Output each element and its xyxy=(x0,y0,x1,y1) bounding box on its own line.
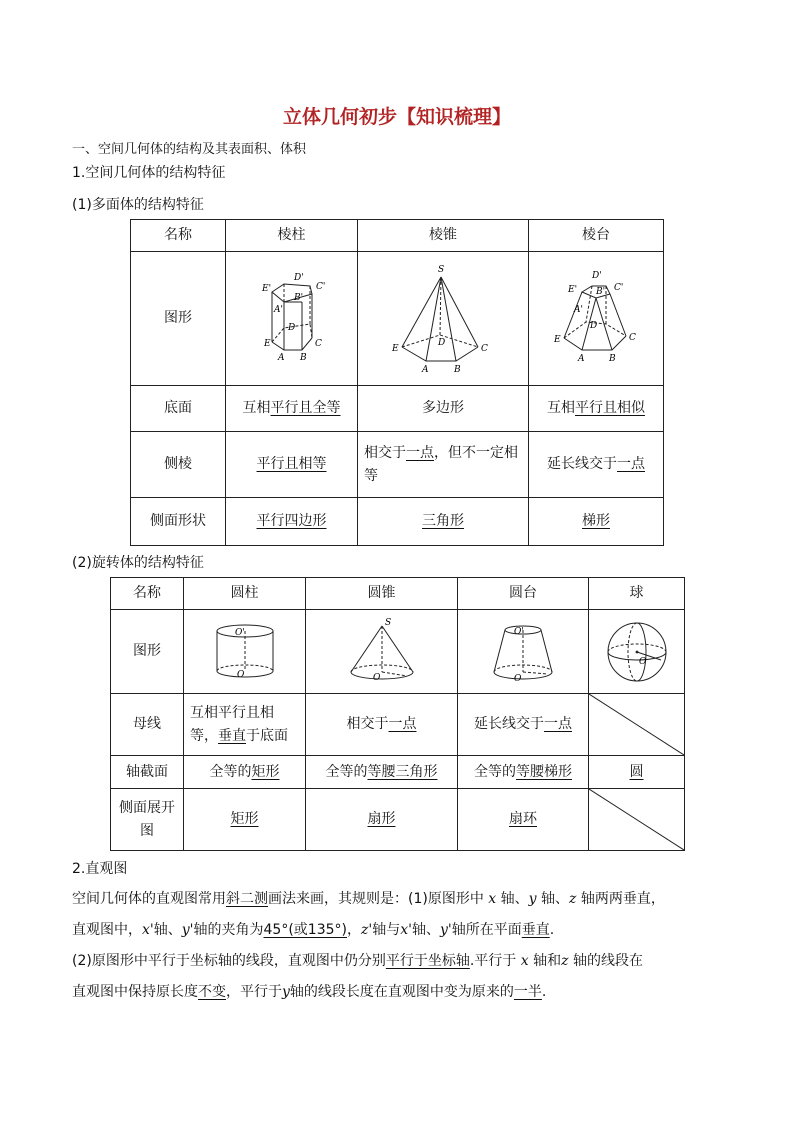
frustum-figure xyxy=(546,264,646,374)
prism-label-a: A xyxy=(277,352,284,363)
row-label-face: 侧面形状 xyxy=(131,498,226,546)
rot-header-cylinder: 圆柱 xyxy=(184,578,306,610)
pyramid-label-d: D xyxy=(438,337,446,348)
prism-label-a1: A' xyxy=(273,304,283,315)
frustum-label-c: C xyxy=(629,332,636,343)
frustum-base: 互相平行且相似 xyxy=(529,386,664,432)
sphere-figure xyxy=(599,616,675,688)
frustum-figure-cell xyxy=(529,252,664,386)
frustum-face: 梯形 xyxy=(529,498,664,546)
cone-axial: 全等的等腰三角形 xyxy=(306,756,458,789)
prism-face: 平行四边形 xyxy=(226,498,358,546)
pyramid-label-c: C xyxy=(481,343,488,354)
sphere-axial: 圆 xyxy=(589,756,685,789)
polyhedron-table xyxy=(130,219,664,546)
pyramid-face: 三角形 xyxy=(358,498,529,546)
header-name: 名称 xyxy=(131,220,226,252)
row-label-figure: 图形 xyxy=(131,252,226,386)
cone-figure xyxy=(337,616,427,688)
subheading-polyhedron: (1)多面体的结构特征 xyxy=(72,197,204,213)
diagonal-line xyxy=(589,694,684,755)
rot-frustum-figure xyxy=(478,616,568,688)
rot-header-sphere: 球 xyxy=(589,578,685,610)
prism-label-b: B xyxy=(299,352,307,363)
rotation-table xyxy=(110,577,685,851)
cylinder-label-o1: O' xyxy=(234,627,245,638)
cone-unfold: 扇形 xyxy=(306,789,458,851)
prism-label-d: D xyxy=(287,322,295,333)
rot-row-label-figure: 图形 xyxy=(111,610,184,694)
frustum-label-e1: E' xyxy=(568,284,578,295)
sphere-label-o: O xyxy=(638,656,646,667)
pyramid-label-e: E xyxy=(392,343,399,354)
page-title: 立体几何初步【知识梳理】 xyxy=(282,106,511,128)
frustum-label-a: A xyxy=(578,353,585,364)
frustum-label-a1: A' xyxy=(574,304,583,315)
pyramid-figure xyxy=(388,259,498,379)
subheading-rotation: (2)旋转体的结构特征 xyxy=(72,555,204,571)
row-label-edge: 侧棱 xyxy=(131,432,226,498)
section-heading: 一、空间几何体的结构及其表面积、体积 xyxy=(72,142,307,157)
rot-row-label-axial: 轴截面 xyxy=(111,756,184,789)
pyramid-figure-cell xyxy=(358,252,529,386)
header-prism: 棱柱 xyxy=(226,220,358,252)
subheading-intuitive: 2.直观图 xyxy=(72,861,128,877)
pyramid-label-a: A xyxy=(422,364,429,375)
frustum-generatrix: 延长线交于一点 xyxy=(458,694,589,756)
rot-row-label-unfold: 侧面展开图 xyxy=(111,789,184,851)
cylinder-figure-cell xyxy=(184,610,306,694)
frustum-axial: 全等的等腰梯形 xyxy=(458,756,589,789)
frustum-label-c1: C' xyxy=(614,282,624,293)
prism-label-d1: D' xyxy=(293,272,304,283)
diagonal-line xyxy=(589,789,684,850)
rot-header-frustum: 圆台 xyxy=(458,578,589,610)
row-label-base: 底面 xyxy=(131,386,226,432)
header-frustum: 棱台 xyxy=(529,220,664,252)
sphere-generatrix-empty xyxy=(589,694,685,756)
prism-base: 互相平行且全等 xyxy=(226,386,358,432)
header-pyramid: 棱锥 xyxy=(358,220,529,252)
prism-edge: 平行且相等 xyxy=(226,432,358,498)
prism-figure-cell xyxy=(226,252,358,386)
rot-row-label-generatrix: 母线 xyxy=(111,694,184,756)
frustum-label-d1: D' xyxy=(592,270,602,281)
rot-header-cone: 圆锥 xyxy=(306,578,458,610)
cone-label-o: O xyxy=(372,672,380,683)
cylinder-generatrix: 互相平行且相等，垂直于底面 xyxy=(184,694,306,756)
sphere-unfold-empty xyxy=(589,789,685,851)
pyramid-label-b: B xyxy=(454,364,461,375)
prism-figure xyxy=(242,264,342,374)
prism-label-c1: C' xyxy=(315,281,325,292)
cylinder-label-o: O xyxy=(236,669,244,680)
subheading-structure: 1.空间几何体的结构特征 xyxy=(72,165,226,181)
cone-generatrix: 相交于一点 xyxy=(306,694,458,756)
pyramid-label-s: S xyxy=(438,264,445,275)
sphere-figure-cell xyxy=(589,610,685,694)
paragraph-rule-2: (2)原图形中平行于坐标轴的线段，直观图中仍分别平行于坐标轴.平行于 x 轴和z 轴的线段在 直观图中保持原长度不变，平行于y轴的线段长度在直观图中变为原来的一半. xyxy=(72,953,643,1000)
cylinder-axial: 全等的矩形 xyxy=(184,756,306,789)
frustum-edge: 延长线交于一点 xyxy=(529,432,664,498)
frustum-label-b: B xyxy=(609,353,616,364)
prism-label-c: C xyxy=(314,338,322,349)
frustum-label-e: E xyxy=(554,334,561,345)
paragraph-rule-1: 空间几何体的直观图常用斜二测画法来画，其规则是：(1)原图形中 x 轴、y 轴、z 轴两两垂直， 直观图中，x'轴、y'轴的夹角为45°(或135°)，z'轴与x'轴、y'轴所在平面垂直. xyxy=(72,891,665,938)
rot-frustum-label-o1: O' xyxy=(514,626,524,637)
frustum-unfold: 扇环 xyxy=(458,789,589,851)
pyramid-edge: 相交于一点，但不一定相等 xyxy=(358,432,529,498)
cylinder-figure xyxy=(205,617,285,687)
cone-figure-cell xyxy=(306,610,458,694)
prism-label-b1: B' xyxy=(293,292,303,303)
prism-label-e: E xyxy=(263,338,271,349)
prism-label-e1: E' xyxy=(261,283,271,294)
rot-frustum-figure-cell xyxy=(458,610,589,694)
rot-frustum-label-o: O xyxy=(514,673,522,684)
pyramid-base: 多边形 xyxy=(358,386,529,432)
cylinder-unfold: 矩形 xyxy=(184,789,306,851)
cone-label-s: S xyxy=(384,617,391,628)
frustum-label-d: D xyxy=(590,320,598,331)
rot-header-name: 名称 xyxy=(111,578,184,610)
frustum-label-b1: B' xyxy=(596,286,606,297)
